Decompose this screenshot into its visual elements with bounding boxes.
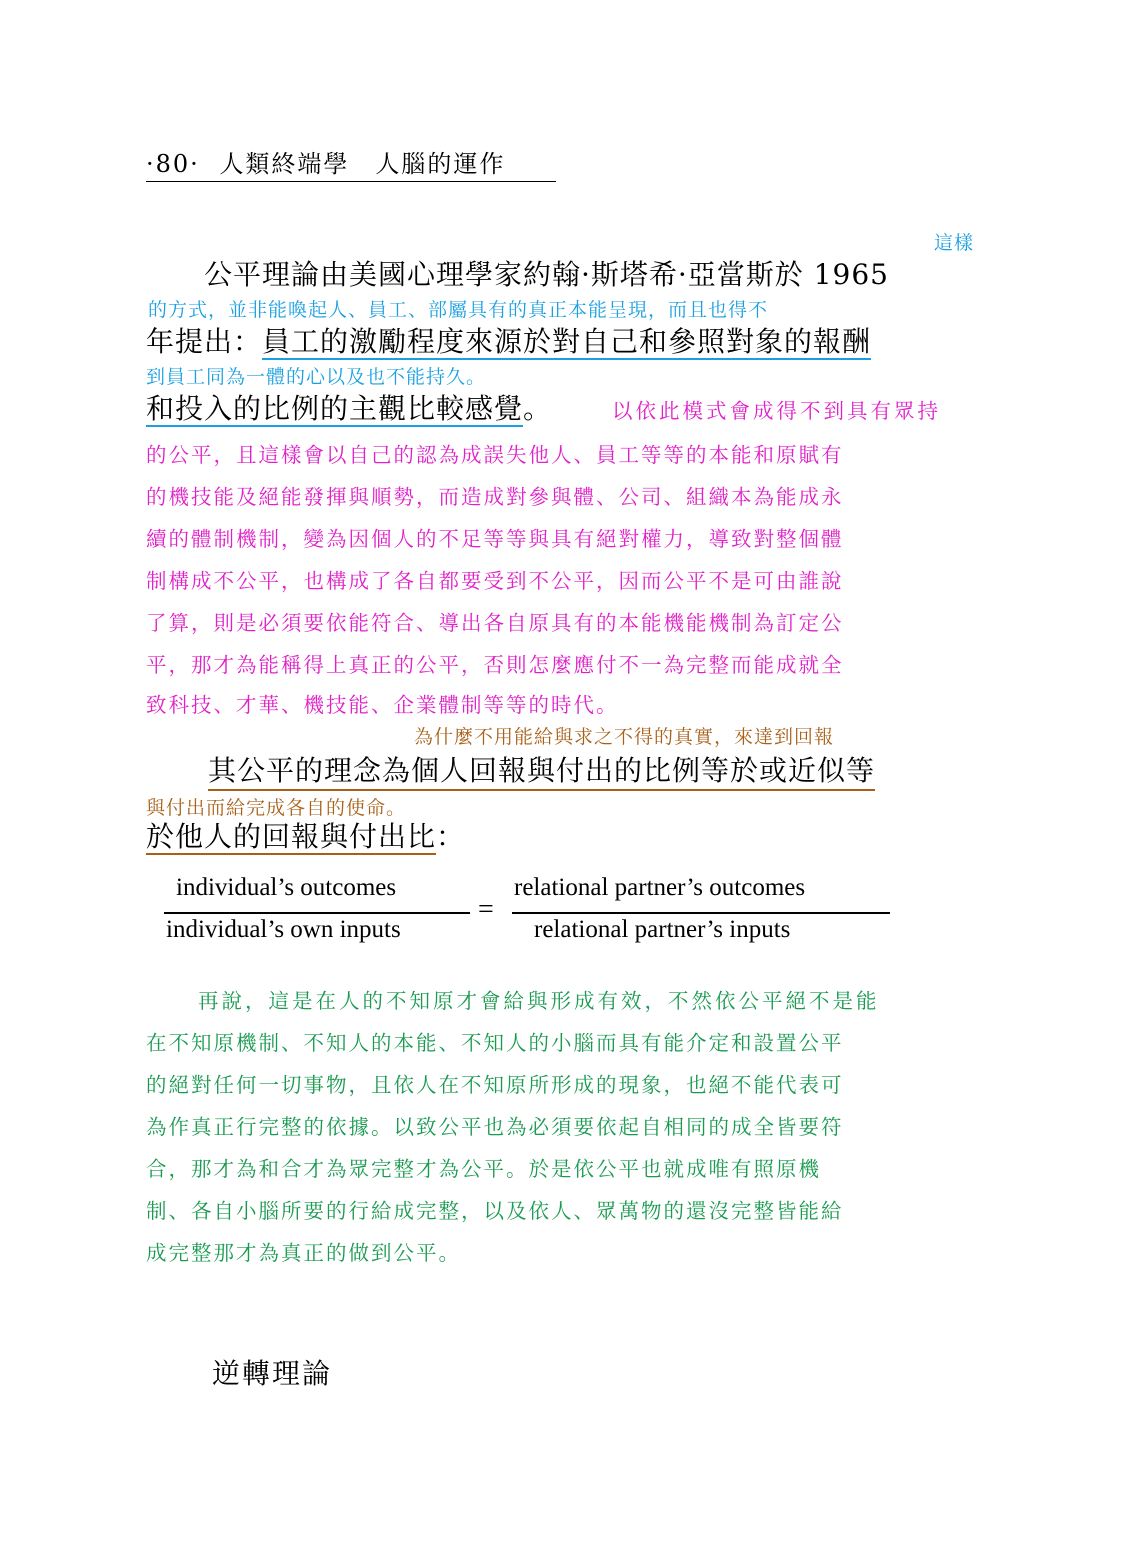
comment-green-line-2: 的絕對任何一切事物，且依人在不知原所形成的現象，也絕不能代表可 <box>146 1073 844 1097</box>
underlined-ratio-text: 於他人的回報與付出比 <box>146 820 437 853</box>
right-numerator: relational partner’s outcomes <box>514 874 806 901</box>
equity-formula <box>160 872 900 952</box>
underlined-definition-part1: 員工的激勵程度來源於對自己和參照對象的報酬 <box>262 325 872 358</box>
comment-magenta-line-5: 了算，則是必須要依能符合、導出各自原具有的本能機能機制為訂定公 <box>146 611 844 635</box>
comment-magenta-line-4: 制構成不公平，也構成了各自都要受到不公平，因而公平不是可由誰說 <box>146 569 844 593</box>
comment-magenta-line-6: 平，那才為能稱得上真正的公平，否則怎麼應付不一為完整而能成就全 <box>146 653 844 677</box>
comment-magenta-line-0: 以依此模式會成得不到具有眾持 <box>612 399 941 423</box>
annotation-orange-1: 為什麼不用能給與求之不得的真實，來達到回報 <box>414 726 835 748</box>
paragraph1-line3 <box>146 387 552 427</box>
line2-prefix: 年提出： <box>146 325 263 358</box>
line3-suffix: 。 <box>523 392 553 425</box>
comment-green-line-6: 成完整那才為真正的做到公平。 <box>146 1241 461 1265</box>
equals-sign: = <box>478 894 494 925</box>
comment-green-line-0: 再說，這是在人的不知原才會給與形成有效，不然依公平絕不是能 <box>198 989 880 1013</box>
comment-green-line-1: 在不知原機制、不知人的本能、不知人的小腦而具有能介定和設置公平 <box>146 1031 844 1055</box>
annotation-cyan-1: 這樣 <box>934 232 975 254</box>
comment-magenta-line-7: 致科技、才華、機技能、企業體制等等的時代。 <box>146 693 619 717</box>
left-denominator: individual’s own inputs <box>166 916 401 943</box>
paragraph1-line1: 公平理論由美國心理學家約翰·斯塔希·亞當斯於 1965 <box>204 258 889 291</box>
comment-magenta-line-3: 續的體制機制，變為因個人的不足等等與具有絕對權力，導致對整個體 <box>146 527 844 551</box>
line2-colon: ： <box>436 820 466 853</box>
section-title: 逆轉理論 <box>212 1357 333 1390</box>
left-numerator: individual’s outcomes <box>176 874 397 901</box>
page-number: ·80· <box>146 150 200 178</box>
paragraph2-line1: 其公平的理念為個人回報與付出的比例等於或近似等 <box>208 749 875 791</box>
comment-green-line-4: 合，那才為和合才為眾完整才為公平。於是依公平也就成唯有照原機 <box>146 1157 821 1181</box>
right-fraction-bar <box>512 912 890 914</box>
annotation-orange-2: 與付出而給完成各自的使命。 <box>146 797 407 819</box>
paragraph1-line2 <box>146 320 871 360</box>
right-denominator: relational partner’s inputs <box>534 916 791 943</box>
comment-green-line-5: 制、各自小腦所要的行給成完整，以及依人、眾萬物的還沒完整皆能給 <box>146 1199 844 1223</box>
underlined-definition-part2: 和投入的比例的主觀比較感覺 <box>146 392 524 425</box>
annotation-cyan-2: 的方式，並非能喚起人、員工、部屬具有的真正本能呈現，而且也得不 <box>148 299 769 321</box>
paragraph2-line2 <box>146 815 465 855</box>
book-title: 人類終端學 人腦的運作 <box>219 150 506 178</box>
annotation-cyan-3: 到員工同為一體的心以及也不能持久。 <box>146 366 487 388</box>
running-header <box>146 144 556 182</box>
comment-green-line-3: 為作真正行完整的依據。以致公平也為必須要依起自相同的成全皆要符 <box>146 1115 844 1139</box>
comment-magenta-line-2: 的機技能及絕能發揮與順勢，而造成對參與體、公司、組織本為能成永 <box>146 485 844 509</box>
comment-magenta-line-1: 的公平，且這樣會以自己的認為成誤失他人、員工等等的本能和原賦有 <box>146 443 844 467</box>
left-fraction-bar <box>164 912 470 914</box>
